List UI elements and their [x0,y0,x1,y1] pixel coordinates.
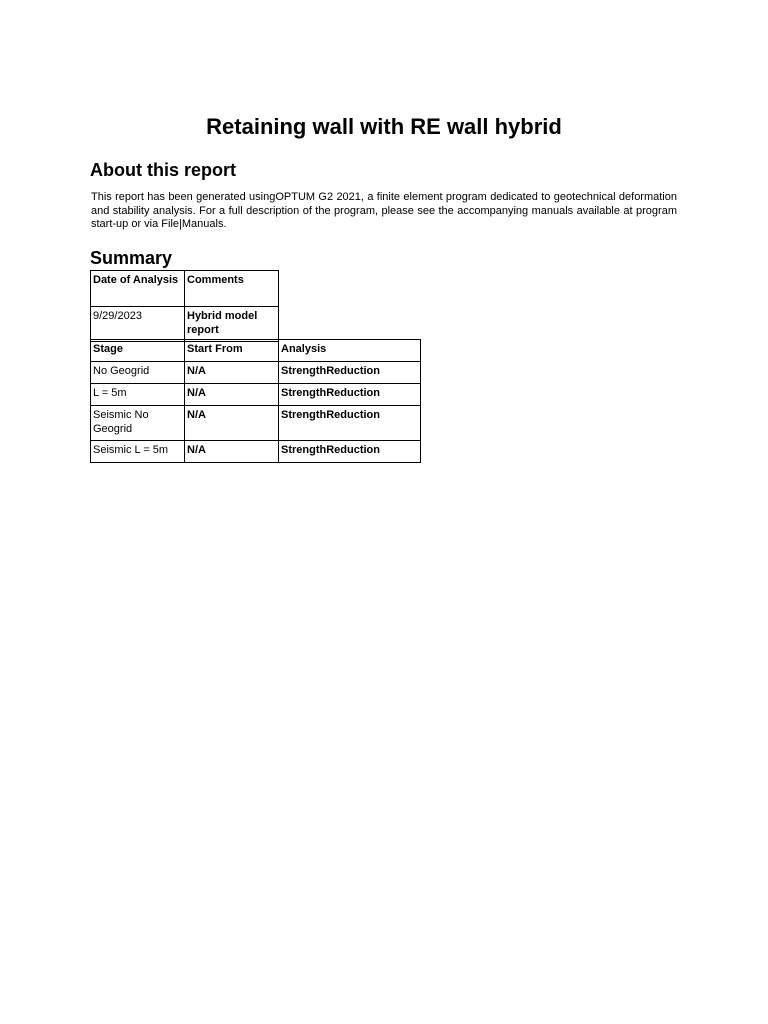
header-analysis: Analysis [279,340,421,362]
table-header-row [91,271,279,307]
analysis-info-table [90,270,279,342]
header-date-of-analysis: Date of Analysis [91,271,185,307]
date-cell: 9/29/2023 [91,307,185,342]
comments-cell: Hybrid model report [185,307,279,342]
header-comments: Comments [185,271,279,307]
analysis-cell: StrengthReduction [279,384,421,406]
stage-cell: No Geogrid [91,362,185,384]
start-from-cell: N/A [185,406,279,441]
page-title: Retaining wall with RE wall hybrid [206,114,562,139]
about-paragraph: This report has been generated usingOPTUM G2 2021, a finite element program dedicated to geotechnical deformation and stability analysis. For a full description of the program, please see the accompanying manuals available at program start-up or via File|Manuals. [91,191,677,230]
header-stage: Stage [91,340,185,362]
table-row [91,441,421,463]
analysis-cell: StrengthReduction [279,406,421,441]
analysis-cell: StrengthReduction [279,362,421,384]
stage-cell: L = 5m [91,384,185,406]
stage-cell: Seismic L = 5m [91,441,185,463]
summary-heading: Summary [90,248,173,268]
start-from-cell: N/A [185,384,279,406]
stage-cell: Seismic No Geogrid [91,406,185,441]
table-row [91,362,421,384]
table-row [91,406,421,441]
table-row [91,307,279,342]
table-row [91,384,421,406]
start-from-cell: N/A [185,362,279,384]
table-header-row [91,340,421,362]
start-from-cell: N/A [185,441,279,463]
header-start-from: Start From [185,340,279,362]
stages-table [90,339,421,463]
about-heading: About this report [90,160,236,180]
analysis-cell: StrengthReduction [279,441,421,463]
